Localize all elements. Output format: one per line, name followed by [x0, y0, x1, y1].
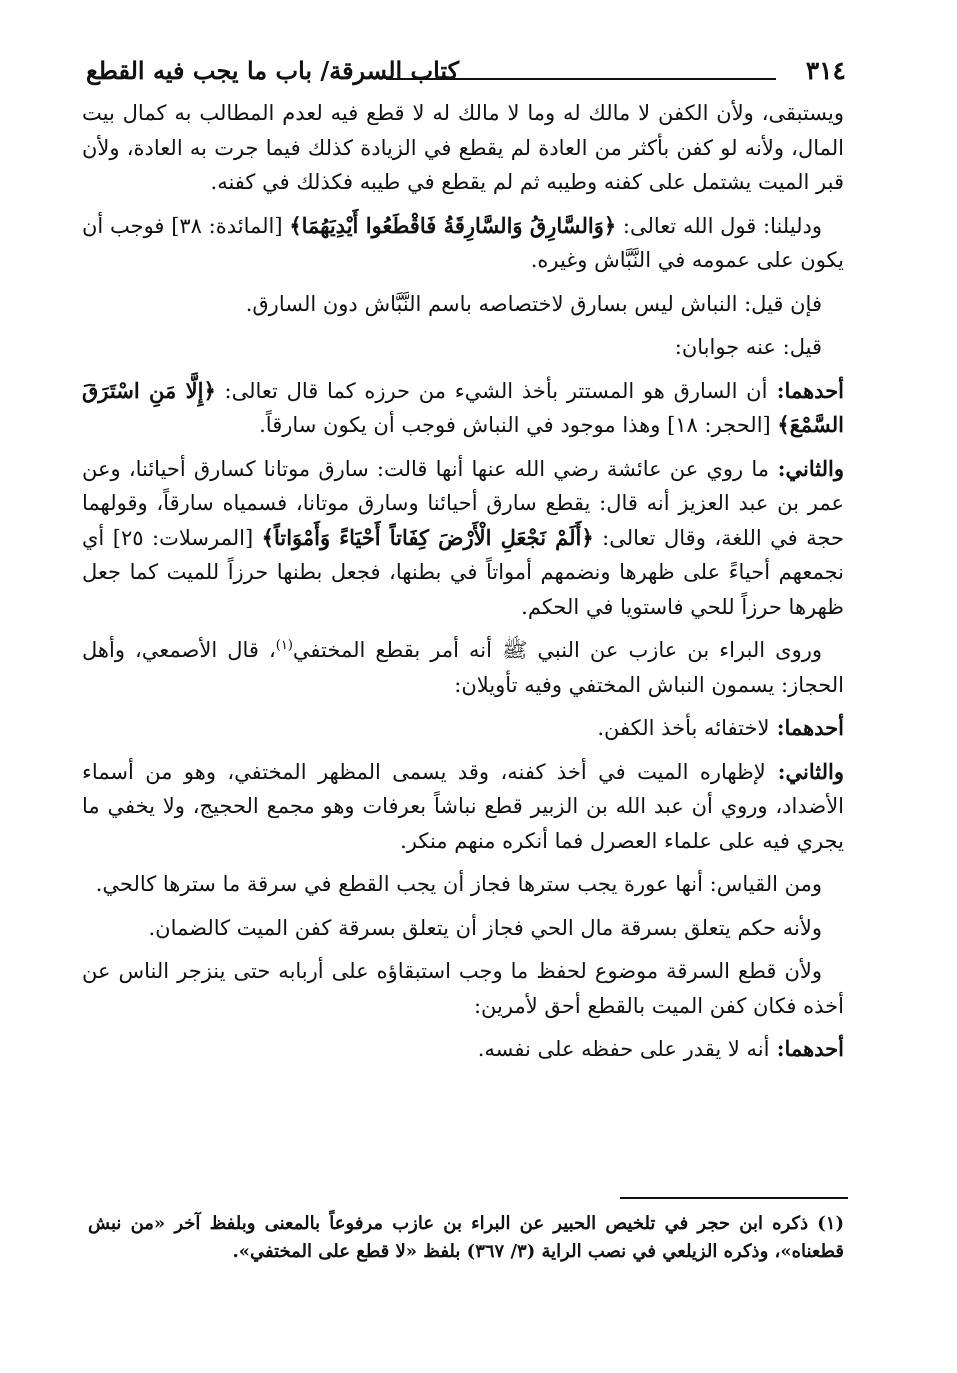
p9-text: لإظهاره الميت في أخذ كفنه، وقد يسمى المظهر المختفي، وهو من أسماء الأضداد، وروي أن عبد الله بن الزبير قطع نباشاً بعرفات وهو مجمع الحجيج، ولا يخفي ما يجري فيه على علماء العصرل فما أنكره منهم منكر.: [82, 759, 844, 853]
p2-rest: فوجب أن يكون على عمومه في النَّبَّاش وغيره.: [82, 213, 844, 272]
p8-text: لاختفائه بأخذ الكفن.: [597, 716, 770, 740]
paragraph-2: [82, 209, 844, 278]
paragraph-10: ومن القياس: أنها عورة يجب سترها فجاز أن يجب القطع في سرقة ما سترها كالحي.: [95, 872, 822, 896]
running-title: كتاب السرقة/ باب ما يجب فيه القطع: [86, 56, 460, 85]
first-answer-label: أحدهما:: [767, 377, 845, 403]
first-interpretation-label: أحدهما:: [769, 715, 844, 740]
verse-reference: [المرسلات: ٢٥]: [104, 525, 262, 550]
paragraph-6: [82, 452, 844, 625]
paragraph-9: [82, 755, 844, 859]
paragraph-7: [82, 633, 844, 702]
quran-verse-mursalat: ﴿أَلَمْ نَجْعَلِ الْأَرْضَ كِفَاتاً أَحْيَاءً وَأَمْوَاتاً﴾: [261, 524, 594, 550]
quran-verse-maidah: ﴿وَالسَّارِقُ وَالسَّارِقَةُ فَاقْطَعُوا أَيْدِيَهُمَا﴾: [289, 212, 617, 238]
paragraph-5: [82, 374, 844, 443]
p7-text: وروى البراء بن عازب عن النبي ﷺ أنه أمر بقطع المختفي: [292, 638, 822, 662]
quran-verse-hijr: ﴿إِلَّا مَنِ اسْتَرَقَ السَّمْعَ﴾: [82, 377, 844, 437]
paragraph-8: [82, 711, 844, 746]
main-text: [82, 96, 844, 1076]
footnote-marker[interactable]: (١): [275, 638, 293, 653]
footnote-rule: [620, 1197, 848, 1199]
verse-reference: [المائدة: ٣٨]: [164, 213, 290, 238]
page-header: [86, 52, 846, 92]
p7-rest: ، قال الأصمعي، وأهل الحجاز: يسمون النباش المختفي وفيه تأويلان:: [82, 638, 844, 697]
p13-text: أنه لا يقدر على حفظه على نفسه.: [477, 1037, 770, 1061]
paragraph-1: ويستبقى، ولأن الكفن لا مالك له وما لا مالك له لا قطع فيه لعدم المطالب به كمال بيت المال، ولأنه لو كفن بأكثر من العادة لم يقطع في الزيادة كذلك فيما جرت به العادة، ولأن قبر الميت يشتمل على كفنه وطيبه ثم لم يقطع في طيبه فكذلك في كفنه.: [82, 101, 844, 194]
first-reason-label: أحدهما:: [769, 1036, 844, 1061]
footnote: (١) ذكره ابن حجر في تلخيص الحبير عن البراء بن عازب مرفوعاً بالمعنى وبلفظ آخر «من نبش قطعناه»، وذكره الزيلعي في نصب الراية (٣/ ٣٦٧) بلفظ «لا قطع على المختفي».: [88, 1213, 844, 1262]
paragraph-3: فإن قيل: النباش ليس بسارق لاختصاصه باسم النَّبَّاش دون السارق.: [245, 291, 822, 316]
p2-intro: ودليلنا: قول الله تعالى:: [616, 213, 822, 238]
page-number: ٣١٤: [805, 56, 846, 85]
paragraph-12: ولأن قطع السرقة موضوع لحفظ ما وجب استبقاؤه على أربابه حتى ينزجر الناس عن أخذه فكان كفن الميت بالقطع أحق لأمرين:: [82, 959, 844, 1018]
p5-rest: وهذا موجود في النباش فوجب أن يكون سارقاً.: [259, 413, 661, 437]
verse-reference: [الحجر: ١٨]: [660, 413, 778, 437]
second-interpretation-label: والثاني:: [765, 758, 844, 784]
second-answer-label: والثاني:: [768, 455, 844, 481]
p6-rest: أي نجمعهم أحياءً على ظهرها ونضمهم أمواتاً في بطنها، فجعل بطنها حرزاً للميت كما جعل ظهرها حرزاً للحي فاستويا في الحكم.: [82, 525, 844, 619]
paragraph-11: ولأنه حكم يتعلق بسرقة مال الحي فجاز أن يتعلق بسرقة كفن الميت كالضمان.: [148, 915, 822, 940]
paragraph-13: [82, 1032, 844, 1067]
p6-text: ما روي عن عائشة رضي الله عنها أنها قالت: سارق موتانا كسارق أحيائنا، وعن عمر بن عبد العزيز أنه قال: يقطع سارق أحيائنا وسارق موتانا، فسمياه سارقاً، وقولهما حجة في اللغة، وقال تعالى:: [82, 456, 844, 550]
p5-text: أن السارق هو المستتر بأخذ الشيء من حرزه كما قال تعالى:: [215, 378, 768, 403]
paragraph-4: قيل: عنه جوابان:: [674, 335, 822, 359]
